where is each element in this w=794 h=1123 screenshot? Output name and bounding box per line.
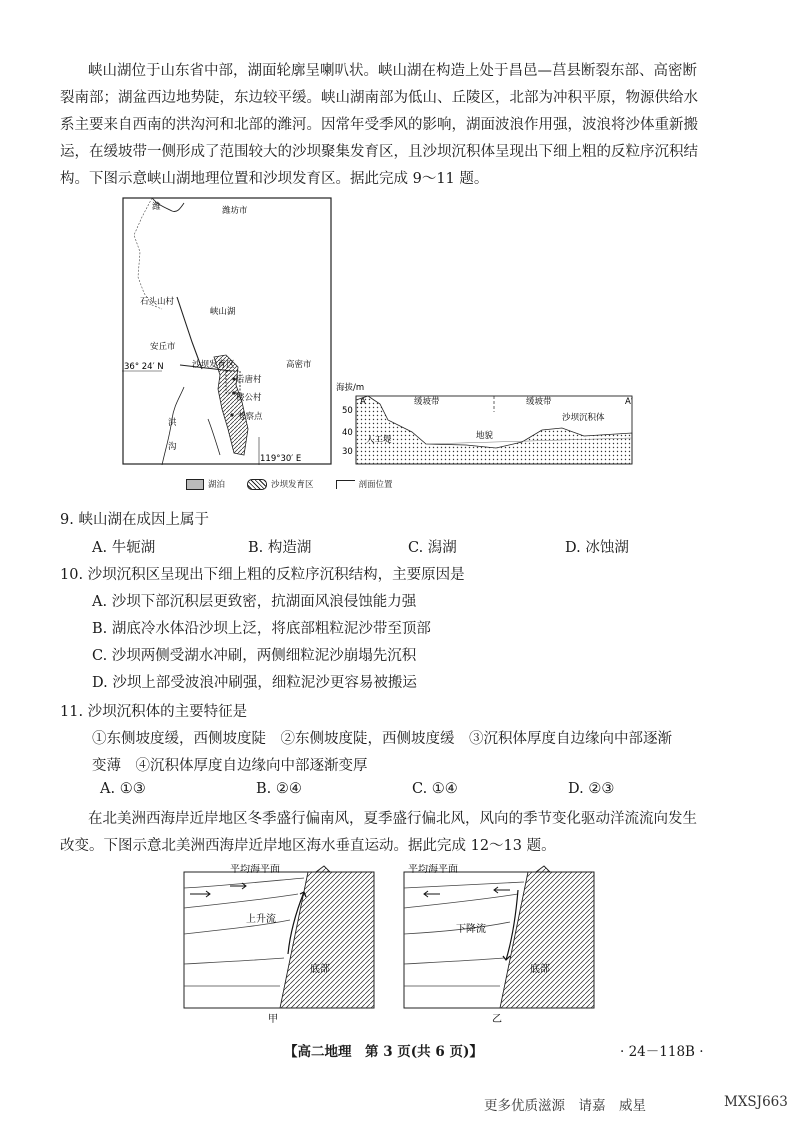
map-legend <box>186 478 393 490</box>
map-label-latitude: 36° 24′ N <box>124 362 164 372</box>
legend-profile: 剖面位置 <box>336 478 393 490</box>
page-footer: 【高二地理 第 3 页(共 6 页)】 <box>284 1044 483 1060</box>
question-10-stem: 10. 沙坝沉积区呈现出下细上粗的反粒序沉积结构，主要原因是 <box>60 567 465 583</box>
profile-start-label: A <box>360 397 366 407</box>
question-10-option-c[interactable]: C. 沙坝两侧受湖水冲刷，两侧细粒泥沙崩塌先沉积 <box>92 648 417 664</box>
map-label-lougong: 楼公村 <box>236 393 262 403</box>
profile-trough: 地貌 <box>476 431 494 441</box>
question-11-stem: 11. 沙坝沉积体的主要特征是 <box>60 704 248 720</box>
profile-tick-50: 50 <box>342 406 353 416</box>
intro-paragraph-12-13: 在北美洲西海岸近岸地区冬季盛行偏南风，夏季盛行偏北风，风向的季节变化驱动洋流流向发生改变。下图示意北美洲西海岸近岸地区海水垂直运动。据此完成 12～13 题。 <box>60 811 697 854</box>
question-11-statements-line2: 变薄 ④沉积体厚度自边缘向中部逐渐变厚 <box>92 758 368 774</box>
profile-gentle-zone: 缓坡带 <box>526 397 552 407</box>
profile-end-label: A′ <box>625 397 633 407</box>
question-11-option-c[interactable]: C. ①④ <box>412 781 458 797</box>
question-11-option-b[interactable]: B. ②④ <box>256 781 302 797</box>
sandbar-swatch-icon <box>247 479 267 490</box>
map-label-gaomi: 高密市 <box>286 360 312 370</box>
map-label-anqiu: 安丘市 <box>150 342 176 352</box>
map-label-wei: 潍 <box>152 202 161 212</box>
watermark-id: MXSJ663 <box>724 1094 788 1110</box>
downwelling-sea-level: 平均海平面 <box>408 864 458 875</box>
question-10-option-d[interactable]: D. 沙坝上部受波浪冲刷强，细粒泥沙更容易被搬运 <box>92 675 417 691</box>
lake-swatch-icon <box>186 479 204 490</box>
map-label-longitude: 119°30′ E <box>260 454 302 464</box>
map-label-gou: 沟 <box>168 442 177 452</box>
question-11-option-a[interactable]: A. ①③ <box>100 781 146 797</box>
question-11-statements-line1: ①东侧坡度缓，西侧坡度陡 ②东侧坡度陡，西侧坡度缓 ③沉积体厚度自边缘向中部逐渐 <box>92 731 672 747</box>
map-label-hong: 洪 <box>168 418 177 428</box>
question-11-option-d[interactable]: D. ②③ <box>568 781 615 797</box>
question-9-stem: 9. 峡山湖在成因上属于 <box>60 512 209 528</box>
legend-lake: 湖泊 <box>186 478 225 490</box>
question-9-option-d[interactable]: D. 冰蚀湖 <box>565 540 629 556</box>
map-label-lake: 峡山湖 <box>210 307 236 317</box>
legend-sandbar: 沙坝发育区 <box>247 478 314 490</box>
exam-code: · 24－118B · <box>620 1044 704 1060</box>
profile-sandbar-body: 沙坝沉积体 <box>562 413 605 423</box>
map-label-survey-point: 考察点 <box>237 412 263 422</box>
downwelling-label: 下降流 <box>456 924 486 935</box>
upwelling-label: 上升流 <box>246 914 276 925</box>
question-10-option-a[interactable]: A. 沙坝下部沉积层更致密，抗湖面风浪侵蚀能力强 <box>92 594 417 610</box>
profile-steep-zone: 缓坡带 <box>414 397 440 407</box>
profile-y-axis-label: 海拔/m <box>336 383 365 393</box>
profile-tick-30: 30 <box>342 447 353 457</box>
ocean-upwelling-diagram <box>180 864 380 1024</box>
map-label-houtang: 后唐村 <box>236 375 262 385</box>
question-9-option-a[interactable]: A. 牛轭湖 <box>92 540 156 556</box>
profile-line-icon <box>336 480 355 489</box>
lake-location-map <box>122 197 332 465</box>
map-label-weifang: 潍坊市 <box>222 206 248 216</box>
question-10-option-b[interactable]: B. 湖底冷水体沿沙坝上泛，将底部粗粒泥沙带至顶部 <box>92 621 431 637</box>
diagram-label-yi: 乙 <box>492 1014 502 1024</box>
ocean-downwelling-diagram <box>400 864 600 1024</box>
lake-profile-section <box>336 382 636 467</box>
profile-tick-40: 40 <box>342 428 353 438</box>
profile-embankment: 人工堤 <box>366 435 392 445</box>
map-label-sandbar-area: 沙坝发育区 <box>192 360 235 370</box>
intro-paragraph-9-11: 峡山湖位于山东省中部，湖面轮廓呈喇叭状。峡山湖在构造上处于昌邑—莒县断裂东部、高密断裂南部；湖盆西边地势陡，东边较平缓。峡山湖南部为低山、丘陵区，北部为冲积平原，物源供给水系主要来自西南的洪沟河和北部的潍河。因常年受季风的影响，湖面波浪作用强，波浪将沙体重新搬运，在缓坡带一侧形成了范围较大的沙坝聚集发育区，且沙坝沉积体呈现出下细上粗的反粒序沉积结构。下图示意峡山湖地理位置和沙坝发育区。据此完成 9～11 题。 <box>60 63 698 187</box>
map-label-shitoushan: 石头山村 <box>140 297 175 307</box>
watermark-note: 更多优质滋源 请嘉 威星 <box>484 1098 646 1114</box>
diagram-label-jia: 甲 <box>268 1014 278 1024</box>
upwelling-bottom: 底部 <box>310 964 330 975</box>
downwelling-bottom: 底部 <box>530 964 550 975</box>
question-9-option-c[interactable]: C. 潟湖 <box>408 540 457 556</box>
upwelling-sea-level: 平均海平面 <box>230 864 280 875</box>
question-9-option-b[interactable]: B. 构造湖 <box>248 540 312 556</box>
